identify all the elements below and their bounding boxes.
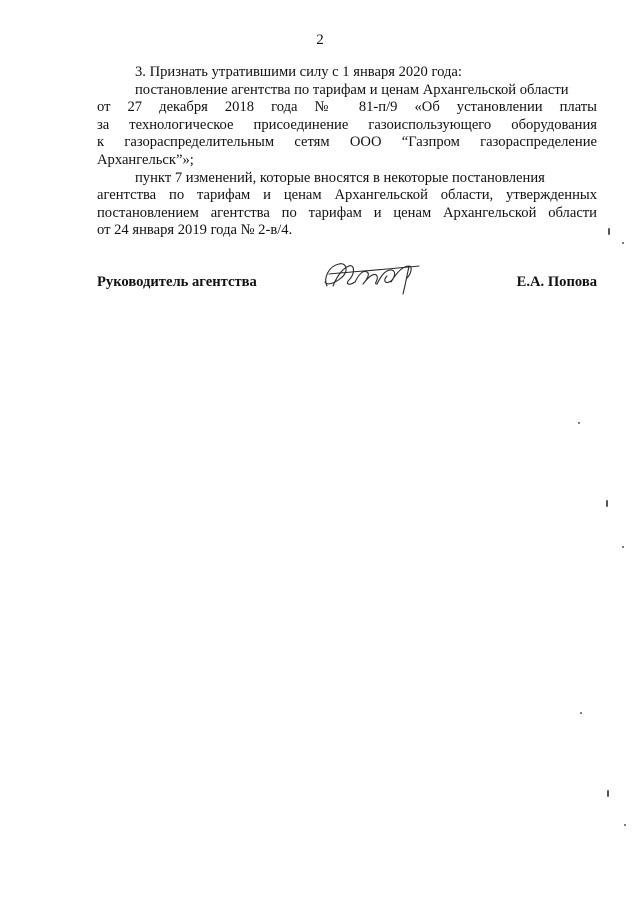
handwritten-signature: [319, 256, 429, 296]
clause-3-heading: [97, 64, 597, 82]
text-line: 3. Признать утратившими силу с 1 января 2020 года:: [135, 64, 462, 80]
page-number: 2: [316, 32, 324, 48]
clause-3-item-paragraph-7-continuation: [97, 187, 597, 240]
signature-block: [97, 256, 597, 300]
scan-speck: [580, 712, 582, 714]
text-line: агентства по тарифам и ценам Архангельской области, утвержденных: [97, 187, 597, 204]
scan-speck: [607, 790, 609, 797]
text-line: Архангельск”»;: [97, 151, 194, 168]
clause-3-item-resolution-continuation: [97, 99, 597, 169]
clause-3-item-resolution: [97, 82, 597, 100]
scan-speck: [606, 500, 608, 507]
clause-3-item-paragraph-7: [97, 170, 597, 188]
signer-position: Руководитель агентства: [97, 274, 257, 290]
text-line: пункт 7 изменений, которые вносятся в некоторые постановления: [135, 169, 545, 186]
scan-speck: [622, 242, 624, 244]
text-line: от 24 января 2019 года № 2-в/4.: [97, 222, 293, 239]
text-line: постановление агентства по тарифам и ценам Архангельской области: [135, 81, 569, 98]
scan-speck: [622, 546, 624, 548]
scan-speck: [624, 824, 626, 826]
clause-3-body: [97, 64, 597, 240]
text-line: к газораспределительным сетям ООО “Газпром газораспределение: [97, 134, 597, 151]
scan-speck: [578, 422, 580, 424]
text-line: постановлением агентства по тарифам и ценам Архангельской области: [97, 204, 597, 221]
signer-name: Е.А. Попова: [516, 274, 597, 290]
scan-speck: [608, 228, 610, 235]
text-line: за технологическое присоединение газоиспользующего оборудования: [97, 116, 597, 133]
text-line: от 27 декабря 2018 года № 81-п/9 «Об установлении платы: [97, 99, 597, 116]
